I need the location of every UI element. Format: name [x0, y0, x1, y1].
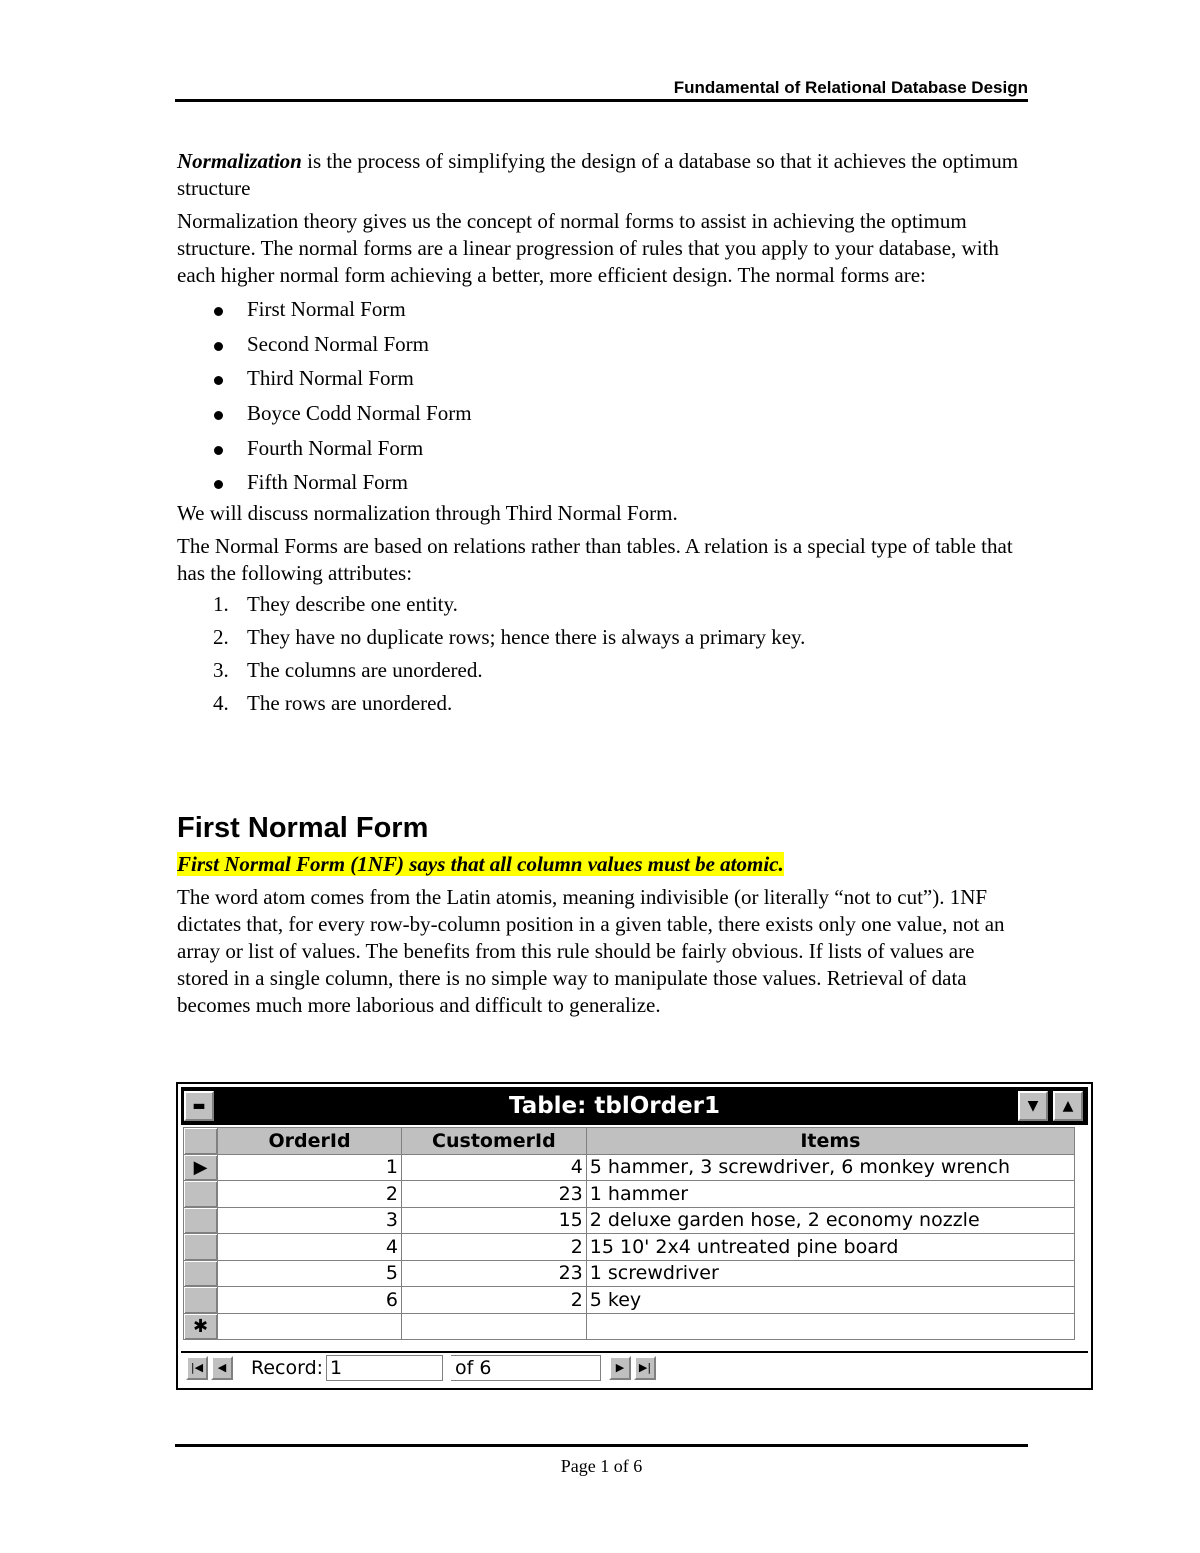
last-record-icon[interactable]: ▶|: [634, 1356, 656, 1380]
first-normal-form-block: [177, 851, 1037, 1019]
row-selector[interactable]: ▶: [184, 1154, 218, 1181]
cell-orderid[interactable]: 1: [218, 1154, 402, 1181]
rule-highlight: First Normal Form (1NF) says that all column values must be atomic.: [177, 852, 784, 876]
next-record-icon[interactable]: ▶: [609, 1356, 631, 1380]
cell-orderid[interactable]: 5: [218, 1260, 402, 1287]
cell-items[interactable]: 15 10' 2x4 untreated pine board: [586, 1234, 1074, 1261]
list-item: Fifth Normal Form: [177, 465, 1027, 500]
relation-attributes-list: [177, 588, 1027, 720]
row-selector[interactable]: [184, 1207, 218, 1234]
table-window: [176, 1082, 1093, 1390]
list-item: 2. They have no duplicate rows; hence there is always a primary key.: [213, 625, 806, 650]
list-item: 4. The rows are unordered.: [213, 691, 453, 716]
previous-record-icon[interactable]: ◀: [211, 1356, 233, 1380]
intro-block: [177, 148, 1027, 720]
up-arrow-icon[interactable]: ▲: [1053, 1091, 1083, 1121]
table-row: [184, 1287, 1075, 1314]
term-normalization: Normalization: [177, 149, 302, 173]
table-row: [184, 1207, 1075, 1234]
cell-orderid[interactable]: 6: [218, 1287, 402, 1314]
row-selector[interactable]: [184, 1287, 218, 1314]
header-row: [184, 1128, 1075, 1155]
cell-items[interactable]: 1 screwdriver: [586, 1260, 1074, 1287]
select-all-cell[interactable]: [184, 1128, 218, 1155]
record-label: Record:: [251, 1357, 324, 1379]
normal-forms-paragraph: Normalization theory gives us the concept of normal forms to assist in achieving the optimum structure. The normal forms are a linear progression of rules that you apply to your database, with each higher normal form achieving a better, more efficient design. The normal forms are:: [177, 209, 999, 287]
cell-customerid[interactable]: 23: [401, 1260, 586, 1287]
cell-items[interactable]: 5 hammer, 3 screwdriver, 6 monkey wrench: [586, 1154, 1074, 1181]
bullet-icon: [214, 411, 223, 420]
list-item: 1. They describe one entity.: [213, 592, 458, 617]
table-row: [184, 1234, 1075, 1261]
cell-items[interactable]: 2 deluxe garden hose, 2 economy nozzle: [586, 1207, 1074, 1234]
record-number-input[interactable]: 1: [326, 1355, 443, 1381]
definition-text: is the process of simplifying the design of a database so that it achieves the optimum structure: [177, 149, 1019, 200]
bullet-icon: [214, 342, 223, 351]
first-record-icon[interactable]: |◀: [186, 1356, 208, 1380]
row-selector[interactable]: [184, 1234, 218, 1261]
bullet-icon: [214, 480, 223, 489]
column-header-items[interactable]: Items: [586, 1128, 1074, 1155]
cell-orderid[interactable]: 4: [218, 1234, 402, 1261]
cell-customerid[interactable]: 4: [401, 1154, 586, 1181]
normal-forms-list: [177, 292, 1027, 500]
bullet-icon: [214, 446, 223, 455]
row-selector[interactable]: [184, 1181, 218, 1208]
down-arrow-icon[interactable]: ▼: [1018, 1091, 1048, 1121]
cell-items[interactable]: [586, 1313, 1074, 1340]
list-item: Second Normal Form: [177, 327, 1027, 362]
window-titlebar: [181, 1087, 1088, 1125]
header-rule: [175, 99, 1028, 102]
cell-customerid[interactable]: 2: [401, 1287, 586, 1314]
cell-items[interactable]: 5 key: [586, 1287, 1074, 1314]
datasheet-grid: [183, 1127, 1075, 1340]
atomic-paragraph: The word atom comes from the Latin atomis, meaning indivisible (or literally “not to cut”). 1NF dictates that, for every row-by-column position in a given table, there exists only one value, not an array or list of values. The benefits from this rule should be fairly obvious. If lists of values are stored in a single column, there is no simple way to manipulate those values. Retrieval of data becomes much more laborious and difficult to generalize.: [177, 885, 1005, 1017]
list-item: Third Normal Form: [177, 361, 1027, 396]
record-count: of 6: [451, 1355, 601, 1381]
record-navigation-bar: [181, 1351, 1088, 1385]
list-item: 3. The columns are unordered.: [213, 658, 483, 683]
list-item: First Normal Form: [177, 292, 1027, 327]
relations-paragraph: The Normal Forms are based on relations rather than tables. A relation is a special type of table that has the following attributes:: [177, 534, 1013, 586]
new-row-selector[interactable]: ✱: [184, 1313, 218, 1340]
bullet-icon: [214, 307, 223, 316]
table-row: [184, 1181, 1075, 1208]
page-number: Page 1 of 6: [560, 1456, 643, 1476]
list-item: Fourth Normal Form: [177, 431, 1027, 466]
column-header-customerid[interactable]: CustomerId: [401, 1128, 586, 1155]
list-item: Boyce Codd Normal Form: [177, 396, 1027, 431]
column-header-orderid[interactable]: OrderId: [218, 1128, 402, 1155]
definition-paragraph: [177, 148, 1027, 202]
highlighted-rule: [177, 851, 1037, 878]
table-row: [184, 1154, 1075, 1181]
cell-orderid[interactable]: [218, 1313, 402, 1340]
table-row: [184, 1260, 1075, 1287]
cell-items[interactable]: 1 hammer: [586, 1181, 1074, 1208]
minus-icon[interactable]: ▬: [184, 1091, 214, 1121]
section-title: First Normal Form: [177, 812, 429, 844]
cell-customerid[interactable]: 2: [401, 1234, 586, 1261]
window-title: Table: tblOrder1: [508, 1093, 721, 1119]
cell-customerid[interactable]: 15: [401, 1207, 586, 1234]
cell-orderid[interactable]: 2: [218, 1181, 402, 1208]
cell-customerid[interactable]: 23: [401, 1181, 586, 1208]
row-selector[interactable]: [184, 1260, 218, 1287]
running-header: Fundamental of Relational Database Design: [673, 78, 1028, 97]
bullet-icon: [214, 376, 223, 385]
new-record-row: [184, 1313, 1075, 1340]
cell-orderid[interactable]: 3: [218, 1207, 402, 1234]
cell-customerid[interactable]: [401, 1313, 586, 1340]
footer-rule: [175, 1444, 1028, 1447]
discuss-paragraph: We will discuss normalization through Third Normal Form.: [177, 501, 678, 526]
